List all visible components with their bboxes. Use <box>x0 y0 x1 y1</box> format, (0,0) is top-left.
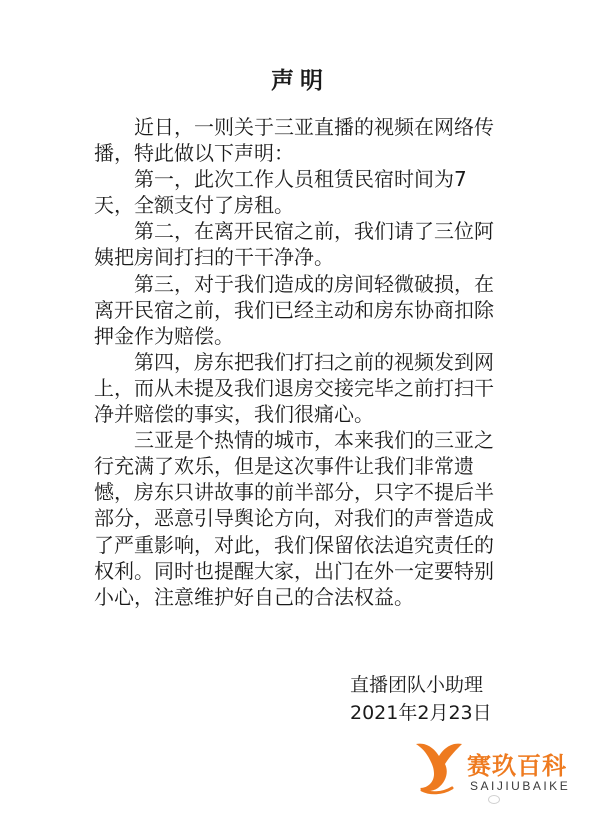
whale-tail-logo-icon <box>412 738 472 798</box>
paragraph-third: 第三，对于我们造成的房间轻微破损，在离开民宿之前，我们已经主动和房东协商扣除押金作为赔偿。 <box>94 271 494 348</box>
watermark-brand-en: SAIJIUBAIKE <box>470 779 571 793</box>
weibo-icon <box>488 795 500 804</box>
paragraph-fourth: 第四，房东把我们打扫之前的视频发到网上，而从未提及我们退房交接完毕之前打扫干净并赔偿的事实，我们很痛心。 <box>94 349 494 427</box>
paragraph-intro: 近日，一则关于三亚直播的视频在网络传播，特此做以下声明： <box>94 115 494 166</box>
watermark <box>412 738 592 798</box>
document-body <box>94 114 506 610</box>
signature-block <box>350 671 510 727</box>
signature-date: 2021年2月23日 <box>350 702 492 724</box>
paragraph-first: 第一，此次工作人员租赁民宿时间为7天，全额支付了房租。 <box>94 167 467 218</box>
paragraph-closing: 三亚是个热情的城市，本来我们的三亚之行充满了欢乐，但是这次事件让我们非常遗憾，房东只讲故事的前半部分，只字不提后半部分，恶意引导舆论方向，对我们的声誉造成了严重影响，对此，我们保留依法追究责任的权利。同时也提醒大家，出门在外一定要特别小心，注意维护好自己的合法权益。 <box>94 428 494 609</box>
document-title: 声明 <box>271 68 329 94</box>
paragraph-second: 第二，在离开民宿之前，我们请了三位阿姨把房间打扫的干干净净。 <box>94 219 494 270</box>
watermark-brand-cn: 赛玖百科 <box>467 752 567 780</box>
signature-name: 直播团队小助理 <box>350 674 484 696</box>
